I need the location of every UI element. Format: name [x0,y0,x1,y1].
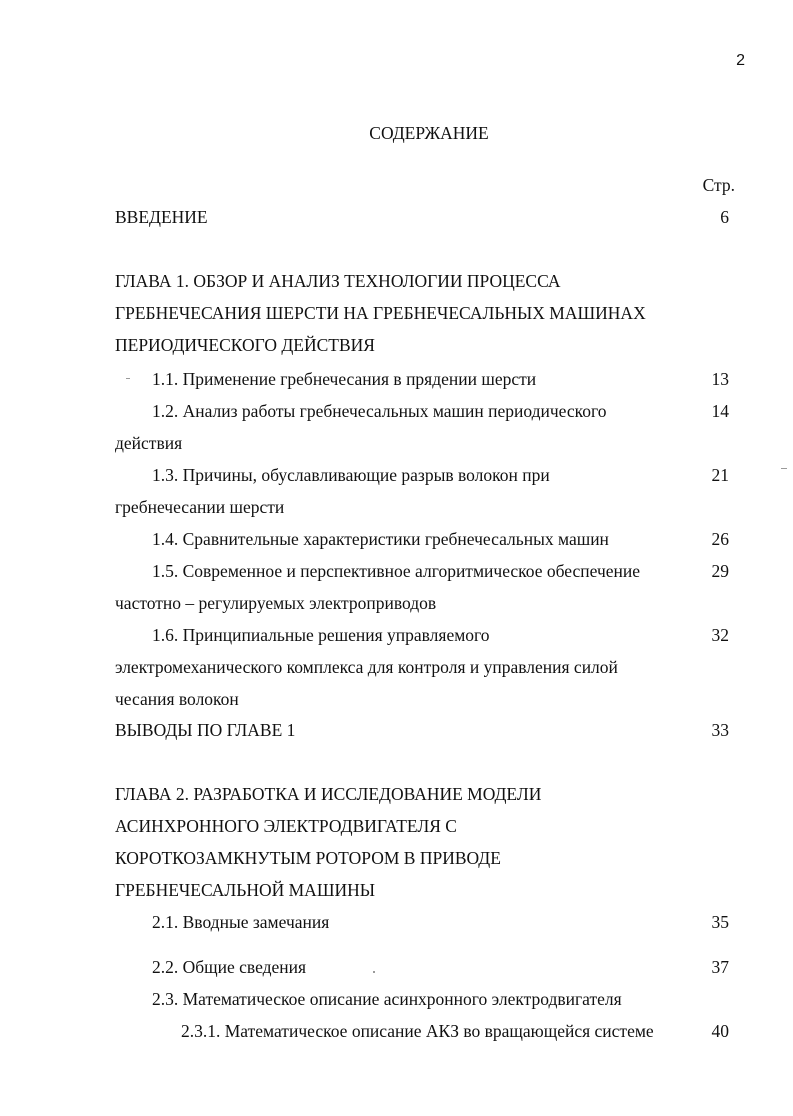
chapter1-heading-line: ПЕРИОДИЧЕСКОГО ДЕЙСТВИЯ [115,335,375,355]
toc-page-1-6: 32 [711,625,729,645]
toc-entry-1-6: 1.6. Принципиальные решения управляемого [152,625,490,645]
toc-entry-1-3: 1.3. Причины, обуславливающие разрыв волокон при [152,465,550,485]
toc-page-1-3: 21 [711,465,729,485]
toc-entry-2-3-1: 2.3.1. Математическое описание АКЗ во вращающейся системе [181,1021,654,1041]
toc-page-1-1: 13 [711,369,729,389]
toc-entry-1-2-cont: действия [115,433,183,453]
toc-entry-1-3-cont: гребнечесании шерсти [115,497,285,517]
chapter1-heading-line: ГРЕБНЕЧЕСАНИЯ ШЕРСТИ НА ГРЕБНЕЧЕСАЛЬНЫХ МАШИНАХ [115,303,646,323]
toc-page-conclusion-1: 33 [711,720,729,740]
toc-page-intro: 6 [720,207,729,227]
chapter2-heading-line: ГРЕБНЕЧЕСАЛЬНОЙ МАШИНЫ [115,880,376,900]
toc-entry-2-3: 2.3. Математическое описание асинхронного электродвигателя [152,989,622,1009]
toc-entry-intro: ВВЕДЕНИЕ [115,207,208,227]
toc-page-1-4: 26 [711,529,729,549]
toc-entry-1-4: 1.4. Сравнительные характеристики гребнечесальных машин [152,529,609,549]
toc-entry-1-6-cont: электромеханического комплекса для контроля и управления силой [115,657,618,677]
toc-entry-1-1: 1.1. Применение гребнечесания в прядении шерсти [152,369,537,389]
toc-page-2-2: 37 [711,957,729,977]
toc-entry-1-2: 1.2. Анализ работы гребнечесальных машин периодического [152,401,607,421]
chapter2-heading-line: КОРОТКОЗАМКНУТЫМ РОТОРОМ В ПРИВОДЕ [115,848,501,868]
toc-page-1-5: 29 [711,561,729,581]
toc-entry-2-1: 2.1. Вводные замечания [152,912,330,932]
page-title: СОДЕРЖАНИЕ [369,123,489,143]
toc-entry-1-6-cont: чесания волокон [115,689,239,709]
toc-entry-2-2: 2.2. Общие сведения [152,957,307,977]
page-column-header: Стр. [702,175,735,195]
toc-page-2-3-1: 40 [711,1021,729,1041]
toc-entry-conclusion-1: ВЫВОДЫ ПО ГЛАВЕ 1 [115,720,296,740]
toc-entry-1-5-cont: частотно – регулируемых электроприводов [115,593,437,613]
toc-entry-1-5: 1.5. Современное и перспективное алгоритмическое обеспечение [152,561,641,581]
chapter2-heading-line: АСИНХРОННОГО ЭЛЕКТРОДВИГАТЕЛЯ С [115,816,457,836]
chapter2-heading-line: ГЛАВА 2. РАЗРАБОТКА И ИССЛЕДОВАНИЕ МОДЕЛИ [115,784,542,804]
toc-page-2-1: 35 [711,912,729,932]
page-number: 2 [736,52,745,69]
scan-speck [373,971,375,973]
scan-speck [126,378,130,379]
scan-speck [781,468,787,469]
toc-page-1-2: 14 [711,401,729,421]
chapter1-heading-line: ГЛАВА 1. ОБЗОР И АНАЛИЗ ТЕХНОЛОГИИ ПРОЦЕССА [115,271,561,291]
